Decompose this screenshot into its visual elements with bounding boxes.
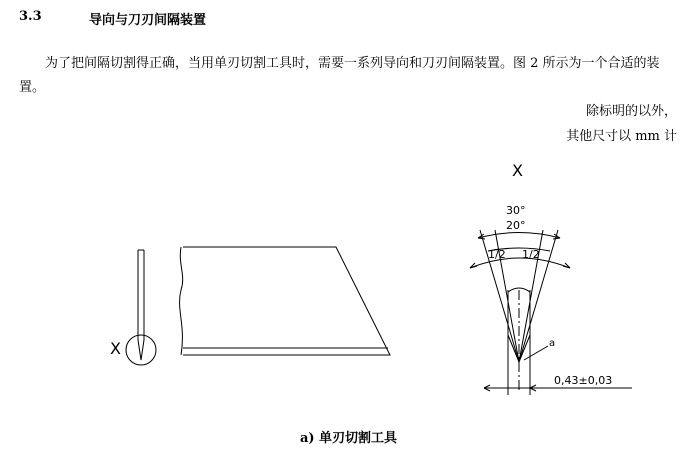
detail-label-left: X bbox=[110, 339, 121, 358]
cutting-tool-figure bbox=[0, 150, 697, 420]
blade-front-view bbox=[180, 247, 390, 355]
dimension-note bbox=[566, 99, 677, 149]
caption-prefix: a) bbox=[299, 431, 315, 446]
angle-outer-label: 30° bbox=[506, 204, 526, 217]
body-paragraph: 为了把间隔切割得正确，当用单刃切割工具时，需要一系列导向和刀刃间隔装置。图 2 所示为一个合适的装置。 bbox=[19, 56, 660, 95]
section-title: 导向与刀刃间隔装置 bbox=[89, 13, 207, 28]
angle-inner-label: 20° bbox=[506, 219, 526, 232]
dimension-label: 0,43±0,03 bbox=[554, 374, 613, 387]
caption-text: 单刃切割工具 bbox=[319, 431, 398, 446]
detail-label-top: X bbox=[512, 161, 523, 180]
half-left-label: 1/2 bbox=[488, 248, 506, 261]
section-number: 3.3 bbox=[19, 9, 42, 24]
figure-caption bbox=[0, 427, 697, 446]
blade-side-view bbox=[126, 250, 156, 365]
callout-a-label: a bbox=[549, 338, 556, 349]
dimension-note-line-1: 除标明的以外， bbox=[585, 104, 677, 119]
section-heading bbox=[19, 9, 206, 28]
detail-circle bbox=[126, 335, 156, 365]
dimension-note-line-2: 其他尺寸以 mm 计 bbox=[566, 129, 677, 144]
half-right-label: 1/2 bbox=[522, 248, 540, 261]
